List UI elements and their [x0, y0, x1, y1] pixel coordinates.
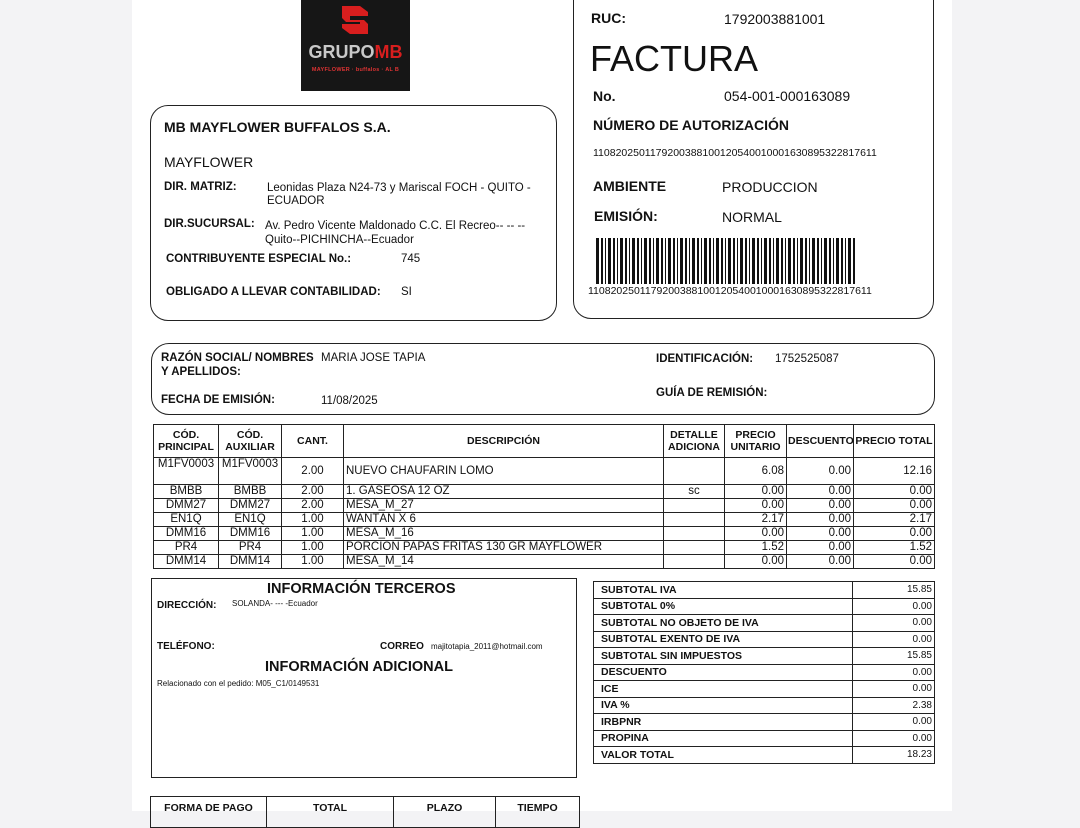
cell-cant: 2.00 [282, 499, 344, 513]
totals-value: 2.38 [853, 697, 935, 714]
totals-value: 0.00 [853, 681, 935, 698]
dir-sucursal-line2: Quito--PICHINCHA--Ecuador [265, 234, 414, 246]
cell-cant: 2.00 [282, 485, 344, 499]
dir-sucursal-label: DIR.SUCURSAL: [164, 218, 255, 230]
items-header-row [154, 425, 935, 458]
cell-descuento: 0.00 [787, 458, 854, 485]
cell-cod-auxiliar: EN1Q [219, 513, 282, 527]
emision-label: EMISIÓN: [594, 208, 658, 224]
table-row [154, 513, 935, 527]
identificacion-label: IDENTIFICACIÓN: [656, 353, 754, 365]
contribuyente-label: CONTRIBUYENTE ESPECIAL No.: [166, 253, 352, 265]
cell-cod-principal: M1FV0003 [154, 458, 219, 485]
identificacion-value: 1752525087 [775, 353, 839, 365]
ruc-label: RUC: [591, 10, 626, 26]
cell-cod-principal: DMM27 [154, 499, 219, 513]
totals-label: IVA % [594, 697, 853, 714]
table-row [154, 541, 935, 555]
emision-value: NORMAL [722, 209, 782, 225]
totals-label: ICE [594, 681, 853, 698]
cell-descuento: 0.00 [787, 555, 854, 569]
col-precio-total: PRECIO TOTAL [854, 425, 935, 458]
col-cant: CANT. [282, 425, 344, 458]
cell-precio-total: 1.52 [854, 541, 935, 555]
cell-cant: 1.00 [282, 555, 344, 569]
cell-descuento: 0.00 [787, 513, 854, 527]
col-cod-principal: CÓD. PRINCIPAL [154, 425, 219, 458]
cell-cant: 1.00 [282, 541, 344, 555]
cell-cod-auxiliar: DMM14 [219, 555, 282, 569]
direccion-label: DIRECCIÓN: [157, 600, 217, 611]
cell-detalle [664, 499, 725, 513]
cell-descuento: 0.00 [787, 499, 854, 513]
cell-cant: 1.00 [282, 527, 344, 541]
cell-descripcion: WANTÁN X 6 [344, 513, 664, 527]
totals-row [594, 582, 935, 599]
cell-cod-auxiliar: DMM16 [219, 527, 282, 541]
customer-name: MARIA JOSE TAPIA [321, 352, 426, 364]
issuer-trade-name: MAYFLOWER [164, 154, 254, 170]
totals-row [594, 714, 935, 731]
totals-label: SUBTOTAL EXENTO DE IVA [594, 631, 853, 648]
col-precio-unitario: PRECIO UNITARIO [725, 425, 787, 458]
col-descripcion: DESCRIPCIÓN [344, 425, 664, 458]
barcode-text: 1108202501179200388100120540010001630895322817611 [588, 285, 872, 297]
cell-detalle [664, 541, 725, 555]
totals-value: 15.85 [853, 648, 935, 665]
cell-detalle: sc [664, 485, 725, 499]
col-total: TOTAL [267, 797, 394, 828]
cell-detalle [664, 458, 725, 485]
ambiente-label: AMBIENTE [593, 178, 667, 194]
totals-label: SUBTOTAL NO OBJETO DE IVA [594, 615, 853, 632]
logo-s-icon [338, 2, 372, 38]
cell-precio-total: 0.00 [854, 555, 935, 569]
cell-descripcion: MESA_M_14 [344, 555, 664, 569]
razon-social-label-2: Y APELLIDOS: [161, 366, 241, 378]
totals-label: IRBPNR [594, 714, 853, 731]
cell-cod-principal: DMM14 [154, 555, 219, 569]
table-row [154, 458, 935, 485]
totals-label: PROPINA [594, 730, 853, 747]
ruc-value: 1792003881001 [724, 11, 826, 27]
fecha-emision-value: 11/08/2025 [321, 395, 378, 407]
col-forma-pago: FORMA DE PAGO [151, 797, 267, 828]
col-descuento: DESCUENTO [787, 425, 854, 458]
totals-value: 0.00 [853, 664, 935, 681]
cell-precio-total: 0.00 [854, 499, 935, 513]
ambiente-value: PRODUCCION [722, 179, 818, 195]
totals-row [594, 747, 935, 764]
cell-cod-principal: BMBB [154, 485, 219, 499]
direccion-value: SOLANDA- --- -Ecuador [232, 599, 318, 608]
guia-remision-label: GUÍA DE REMISIÓN: [656, 387, 768, 399]
totals-label: SUBTOTAL IVA [594, 582, 853, 599]
totals-table [593, 581, 935, 764]
cell-precio-unitario: 2.17 [725, 513, 787, 527]
cell-precio-unitario: 0.00 [725, 499, 787, 513]
totals-label: SUBTOTAL SIN IMPUESTOS [594, 648, 853, 665]
cell-cod-auxiliar: M1FV0003 [219, 458, 282, 485]
contabilidad-label: OBLIGADO A LLEVAR CONTABILIDAD: [166, 286, 381, 298]
cell-cod-principal: EN1Q [154, 513, 219, 527]
table-row [154, 555, 935, 569]
totals-value: 18.23 [853, 747, 935, 764]
cell-precio-unitario: 6.08 [725, 458, 787, 485]
totals-label: SUBTOTAL 0% [594, 598, 853, 615]
cell-descuento: 0.00 [787, 541, 854, 555]
cell-cod-auxiliar: BMBB [219, 485, 282, 499]
payment-header-row [151, 797, 580, 828]
barcode [596, 238, 858, 284]
totals-row [594, 697, 935, 714]
totals-value: 0.00 [853, 615, 935, 632]
totals-row [594, 615, 935, 632]
totals-row [594, 648, 935, 665]
totals-label: VALOR TOTAL [594, 747, 853, 764]
autorizacion-label: NÚMERO DE AUTORIZACIÓN [593, 117, 789, 133]
adicional-title: INFORMACIÓN ADICIONAL [265, 659, 453, 675]
cell-precio-unitario: 0.00 [725, 555, 787, 569]
correo-value: majitotapia_2011@hotmail.com [431, 642, 543, 651]
logo-tagline: MAYFLOWER · buffalos · AL B [311, 67, 400, 73]
col-plazo: PLAZO [394, 797, 496, 828]
cell-precio-total: 0.00 [854, 485, 935, 499]
telefono-label: TELÉFONO: [157, 641, 215, 652]
cell-descuento: 0.00 [787, 485, 854, 499]
invoice-number: 054-001-000163089 [724, 88, 851, 104]
totals-value: 0.00 [853, 598, 935, 615]
totals-value: 0.00 [853, 714, 935, 731]
dir-matriz-line2: ECUADOR [267, 195, 325, 207]
cell-precio-total: 2.17 [854, 513, 935, 527]
cell-detalle [664, 513, 725, 527]
totals-row [594, 664, 935, 681]
dir-sucursal-line1: Av. Pedro Vicente Maldonado C.C. El Recreo-- -- -- [265, 220, 526, 232]
cell-descripcion: PORCIÓN PAPAS FRITAS 130 GR MAYFLOWER [344, 541, 664, 555]
cell-precio-unitario: 1.52 [725, 541, 787, 555]
terceros-title: INFORMACIÓN TERCEROS [267, 581, 456, 597]
adicional-text: Relacionado con el pedido: M05_C1/0149531 [157, 679, 320, 688]
cell-detalle [664, 527, 725, 541]
payment-table [150, 796, 580, 828]
totals-row [594, 598, 935, 615]
totals-row [594, 681, 935, 698]
table-row [154, 499, 935, 513]
cell-cod-principal: DMM16 [154, 527, 219, 541]
cell-cod-auxiliar: DMM27 [219, 499, 282, 513]
cell-detalle [664, 555, 725, 569]
cell-cant: 1.00 [282, 513, 344, 527]
cell-cod-auxiliar: PR4 [219, 541, 282, 555]
totals-value: 15.85 [853, 582, 935, 599]
correo-label: CORREO [380, 641, 424, 652]
cell-descripcion: NUEVO CHAUFARIN LOMO [344, 458, 664, 485]
table-row [154, 485, 935, 499]
cell-descripcion: MESA_M_16 [344, 527, 664, 541]
company-logo [301, 0, 410, 91]
contribuyente-value: 745 [401, 253, 421, 265]
fecha-emision-label: FECHA DE EMISIÓN: [161, 394, 275, 406]
issuer-name: MB MAYFLOWER BUFFALOS S.A. [164, 119, 391, 135]
invoice-no-label: No. [593, 88, 616, 104]
totals-label: DESCUENTO [594, 664, 853, 681]
cell-precio-total: 0.00 [854, 527, 935, 541]
cell-descripcion: MESA_M_27 [344, 499, 664, 513]
cell-precio-unitario: 0.00 [725, 485, 787, 499]
invoice-title: FACTURA [590, 38, 759, 79]
cell-descripcion: 1. GASEOSA 12 OZ [344, 485, 664, 499]
cell-cant: 2.00 [282, 458, 344, 485]
cell-descuento: 0.00 [787, 527, 854, 541]
contabilidad-value: SI [401, 286, 412, 298]
totals-row [594, 730, 935, 747]
totals-value: 0.00 [853, 730, 935, 747]
items-table [153, 424, 935, 569]
dir-matriz-label: DIR. MATRIZ: [164, 181, 237, 193]
cell-cod-principal: PR4 [154, 541, 219, 555]
logo-brand: GRUPOMB [308, 42, 403, 62]
razon-social-label: RAZÓN SOCIAL/ NOMBRES [161, 352, 314, 364]
totals-value: 0.00 [853, 631, 935, 648]
cell-precio-total: 12.16 [854, 458, 935, 485]
col-cod-auxiliar: CÓD. AUXILIAR [219, 425, 282, 458]
col-tiempo: TIEMPO [496, 797, 580, 828]
cell-precio-unitario: 0.00 [725, 527, 787, 541]
dir-matriz-line1: Leonidas Plaza N24-73 y Mariscal FOCH - QUITO - [267, 182, 531, 194]
autorizacion-value: 1108202501179200388100120540010001630895322817611 [593, 147, 877, 159]
table-row [154, 527, 935, 541]
totals-row [594, 631, 935, 648]
col-detalle: DETALLE ADICIONA [664, 425, 725, 458]
